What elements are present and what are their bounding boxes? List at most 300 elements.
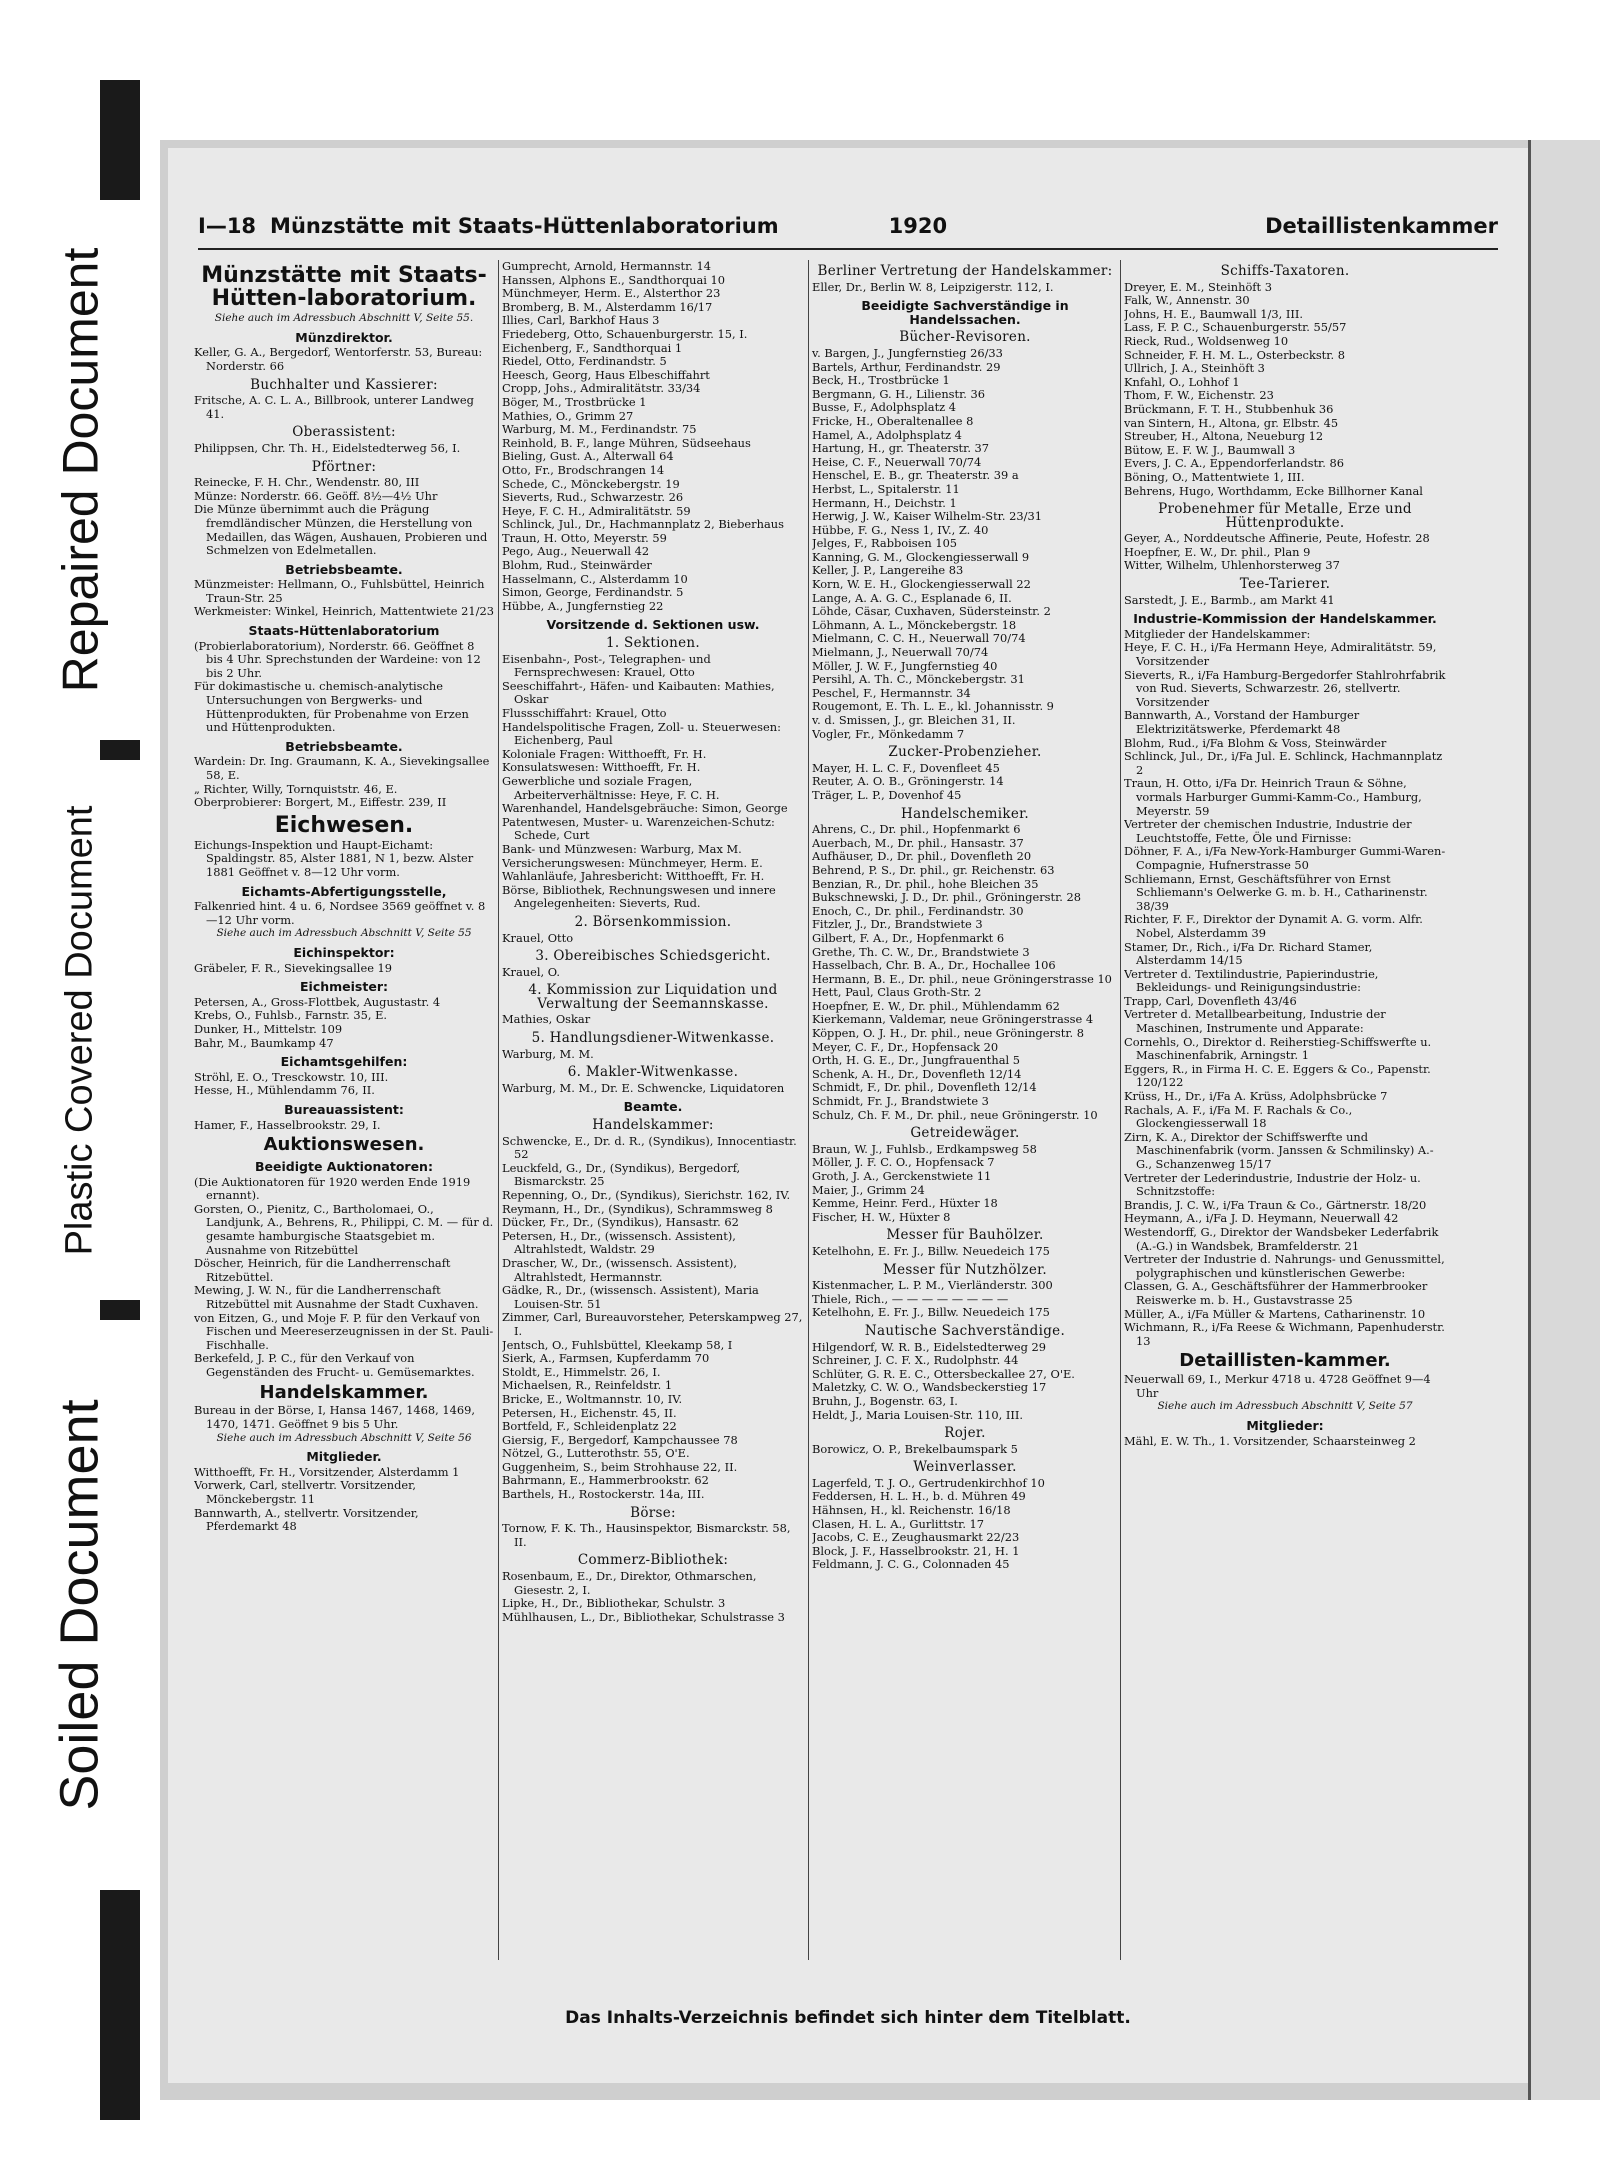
directory-entry: Gilbert, F. A., Dr., Hopfenmarkt 6 [812, 930, 1005, 945]
directory-entry: Gräbeler, F. R., Sievekingsallee 19 [194, 960, 393, 975]
directory-entry: Mathies, Oskar [502, 1012, 591, 1027]
directory-entry: Philippsen, Chr. Th. H., Eidelstedterweg 56, I. [194, 440, 461, 455]
directory-entry: Warburg, M. M. [502, 1046, 594, 1061]
directory-entry: Blohm, Rud., i/Fa Blohm & Voss, Steinwärder [1124, 735, 1387, 750]
subheading: Betriebsbeamte. [285, 561, 403, 577]
directory-entry: Eichenberg, F., Sandthorquai 1 [502, 340, 683, 355]
subheading: 1. Sektionen. [605, 635, 701, 652]
subheading: 2. Börsenkommission. [574, 913, 732, 930]
directory-entry: Lipke, H., Dr., Bibliothekar, Schulstr. 3 [502, 1596, 726, 1611]
directory-entry: Traun, H. Otto, i/Fa Dr. Heinrich Traun & Söhne, vormals Harburger Gummi-Kamm-Co., Hamburg, Meyerstr. 59 [1124, 776, 1422, 818]
subheading: 6. Makler-Witwenkasse. [567, 1064, 739, 1081]
directory-entry: Reuter, A. O. B., Gröningerstr. 14 [812, 774, 1004, 789]
directory-entry: Bortfeld, F., Schleidenplatz 22 [502, 1419, 677, 1434]
directory-entry: Patentwesen, Muster- u. Warenzeichen-Schutz: Schede, Curt [502, 814, 775, 843]
subheading: Bureauassistent: [284, 1101, 404, 1117]
directory-entry: Schede, C., Mönckebergstr. 19 [502, 476, 680, 491]
subheading: Buchhalter und Kassierer: [250, 376, 438, 393]
directory-entry: Heesch, Georg, Haus Elbeschiffahrt [502, 367, 710, 382]
directory-entry: Eisenbahn-, Post-, Telegraphen- und Fernsprechwesen: Krauel, Otto [502, 651, 711, 680]
subheading: Mitglieder: [1246, 1417, 1324, 1433]
directory-entry: Heye, F. C. H., i/Fa Hermann Heye, Admiralitätstr. 59, Vorsitzender [1124, 640, 1437, 669]
directory-entry: Persihl, A. Th. C., Mönckebergstr. 31 [812, 672, 1025, 687]
directory-entry: Böger, M., Trostbrücke 1 [502, 394, 647, 409]
directory-entry: Müller, A., i/Fa Müller & Martens, Catharinenstr. 10 [1124, 1306, 1426, 1321]
directory-entry: Mayer, H. L. C. F., Dovenfleet 45 [812, 760, 1000, 775]
directory-entry: Schwencke, E., Dr. d. R., (Syndikus), Innocentiastr. 52 [502, 1133, 797, 1162]
directory-entry: Jelges, F., Rabboisen 105 [812, 536, 958, 551]
directory-entry: Reinhold, B. F., lange Mühren, Südseehaus [502, 435, 751, 450]
directory-entry: Hamer, F., Hasselbrookstr. 29, I. [194, 1117, 381, 1132]
directory-entry: Beck, H., Trostbrücke 1 [812, 373, 950, 388]
directory-entry: Gumprecht, Arnold, Hermannstr. 14 [502, 260, 712, 273]
directory-entry: Neuerwall 69, I., Merkur 4718 u. 4728 Geöffnet 9—4 Uhr [1124, 1372, 1431, 1400]
directory-entry: Bartels, Arthur, Ferdinandstr. 29 [812, 359, 1001, 374]
directory-entry: Keller, J. P., Langereihe 83 [812, 563, 964, 578]
directory-entry: Schulz, Ch. F. M., Dr. phil., neue Gröningerstr. 10 [812, 1107, 1098, 1122]
directory-entry: Blohm, Rud., Steinwärder [502, 558, 652, 573]
directory-entry: Trapp, Carl, Dovenfleth 43/46 [1124, 993, 1297, 1008]
header-title-left: Münzstätte mit Staats-Hüttenlaboratorium [270, 214, 779, 238]
directory-entry: Hilgendorf, W. R. B., Eidelstedterweg 29 [812, 1339, 1046, 1354]
directory-entry: Knfahl, O., Lohhof 1 [1124, 374, 1240, 389]
directory-entry: Schneider, F. H. M. L., Osterbeckstr. 8 [1124, 347, 1345, 362]
directory-entry: Feddersen, H. L. H., b. d. Mühren 49 [812, 1489, 1026, 1504]
subheading: Eichamtsgehilfen: [280, 1054, 408, 1070]
directory-entry: Benzian, R., Dr. phil., hohe Bleichen 35 [812, 876, 1039, 891]
directory-entry: Hübbe, F. G., Ness 1, IV., Z. 40 [812, 522, 989, 537]
directory-entry: Herbst, L., Spitalerstr. 11 [812, 481, 960, 496]
directory-entry: Oberprobierer: Borgert, M., Eiffestr. 239, II [194, 795, 447, 810]
section-title: Detaillisten-kammer. [1179, 1350, 1391, 1372]
directory-entry: Krüss, H., Dr., i/Fa A. Krüss, Adolphsbrücke 7 [1124, 1089, 1388, 1104]
directory-entry: Witter, Wilhelm, Uhlenhorsterweg 37 [1124, 558, 1340, 573]
directory-entry: Hermann, H., Deichstr. 1 [812, 495, 957, 510]
directory-entry: Behrens, Hugo, Worthdamm, Ecke Billhorner Kanal [1124, 483, 1423, 498]
directory-entry: Kierkemann, Valdemar, neue Gröningerstrasse 4 [812, 1012, 1094, 1027]
directory-entry: Giersig, F., Bergedorf, Kampchaussee 78 [502, 1432, 738, 1447]
directory-entry: Feldmann, J. C. G., Colonnaden 45 [812, 1557, 1010, 1572]
directory-entry: Geyer, A., Norddeutsche Affinerie, Peute, Hofestr. 28 [1124, 531, 1430, 546]
directory-entry: Riedel, Otto, Ferdinandstr. 5 [502, 354, 667, 369]
directory-entry: Nötzel, G., Lutterothstr. 55, O'E. [502, 1446, 690, 1461]
directory-entry: Traun, H. Otto, Meyerstr. 59 [502, 530, 667, 545]
directory-entry: Simon, George, Ferdinandstr. 5 [502, 585, 684, 600]
directory-entry: Korn, W. E. H., Glockengiesserwall 22 [812, 577, 1031, 592]
directory-entry: Schmidt, Fr. J., Brandstwiete 3 [812, 1094, 989, 1109]
directory-entry: Hasselbach, Chr. B. A., Dr., Hochallee 106 [812, 958, 1056, 973]
directory-entry: Richter, F. F., Direktor der Dynamit A. G. vorm. Alfr. Nobel, Alsterdamm 39 [1124, 912, 1423, 940]
directory-entry: Braun, W. J., Fuhlsb., Erdkampsweg 58 [812, 1141, 1037, 1156]
directory-entry: Thom, F. W., Eichenstr. 23 [1124, 388, 1274, 403]
directory-entry: Leuckfeld, G., Dr., (Syndikus), Bergedorf, Bismarckstr. 25 [502, 1160, 741, 1189]
directory-entry: Block, J. F., Hasselbrookstr. 21, H. 1 [812, 1543, 1020, 1558]
subheading: Schiffs-Taxatoren. [1220, 263, 1350, 279]
directory-entry: Peschel, F., Hermannstr. 34 [812, 685, 971, 700]
directory-entry: Schenk, A. H., Dr., Dovenfleth 12/14 [812, 1066, 1022, 1081]
directory-entry: Träger, L. P., Dovenhof 45 [812, 787, 962, 802]
section-title: Auktionswesen. [263, 1134, 425, 1156]
subheading: Weinverlasser. [913, 1459, 1017, 1476]
directory-entry: Seeschiffahrt-, Häfen- und Kaibauten: Mathies, Oskar [502, 678, 775, 707]
directory-entry: Koloniale Fragen: Witthoefft, Fr. H. [502, 746, 707, 761]
directory-entry: Schlinck, Jul., Dr., i/Fa Jul. E. Schlinck, Hachmannplatz 2 [1124, 749, 1443, 777]
subheading: Berliner Vertretung der Handelskammer: [817, 263, 1113, 279]
directory-entry: Hasselmann, C., Alsterdamm 10 [502, 571, 688, 586]
subheading: Commerz-Bibliothek: [577, 1552, 729, 1569]
directory-entry: Mühlhausen, L., Dr., Bibliothekar, Schulstrasse 3 [502, 1609, 785, 1624]
directory-entry: Busse, F., Adolphsplatz 4 [812, 400, 957, 415]
section-title: Münzstätte mit Staats-Hütten-laboratorium. [201, 263, 487, 312]
directory-entry: Börse, Bibliothek, Rechnungswesen und innere Angelegenheiten: Sieverts, Rud. [502, 882, 776, 911]
directory-entry: v. Bargen, J., Jungfernstieg 26/33 [812, 345, 1003, 360]
directory-entry: Gorsten, O., Pienitz, C., Bartholomaei, O., Landjunk, A., Behrens, R., Philippi, C. M. — für d. gesamte hamburgische Staatsgebiet m. Ausnahme von Ritzebüttel [194, 1201, 494, 1257]
directory-entry: Hamel, A., Adolphsplatz 4 [812, 427, 962, 442]
directory-entry: Sieverts, Rud., Schwarzestr. 26 [502, 490, 684, 505]
directory-entry: Wardein: Dr. Ing. Graumann, K. A., Sievekingsallee 58, E. [194, 754, 490, 782]
directory-entry: Mielmann, C. C. H., Neuerwall 70/74 [812, 631, 1026, 646]
directory-entry: Aufhäuser, D., Dr. phil., Dovenfleth 20 [812, 849, 1032, 864]
directory-entry: Ahrens, C., Dr. phil., Hopfenmarkt 6 [812, 822, 1021, 837]
directory-entry: Lass, F. P. C., Schauenburgerstr. 55/57 [1124, 320, 1347, 335]
subheading: 5. Handlungsdiener-Witwenkasse. [531, 1030, 775, 1047]
directory-entry: Schliemann, Ernst, Geschäftsführer von Ernst Schliemann's Oelwerke G. m. b. H., Catharinenstr. 38/39 [1124, 871, 1428, 913]
directory-entry: Johns, H. E., Baumwall 1/3, III. [1124, 306, 1303, 321]
directory-entry: Eggers, R., in Firma H. C. E. Eggers & Co., Papenstr. 120/122 [1124, 1061, 1431, 1090]
directory-entry: Warburg, M. M., Ferdinandstr. 75 [502, 422, 697, 437]
header-year: 1920 [888, 214, 948, 238]
directory-entry: Hesse, H., Mühlendamm 76, II. [194, 1083, 375, 1098]
directory-entry: Clasen, H. L. A., Gurlittstr. 17 [812, 1516, 985, 1531]
directory-entry: Repenning, O., Dr., (Syndikus), Sierichstr. 162, IV. [502, 1188, 791, 1202]
directory-entry: Drascher, W., Dr., (wissensch. Assistent), Altrahlstedt, Hermannstr. [502, 1255, 737, 1284]
directory-entry: Groth, J. A., Gerckenstwiete 11 [812, 1169, 992, 1183]
directory-entry: Heye, F. C. H., Admiralitätstr. 59 [502, 503, 691, 518]
directory-entry: Fritsche, A. C. L. A., Billbrook, unterer Landweg 41. [194, 393, 474, 421]
directory-entry: Möller, J. F. C. O., Hopfensack 7 [812, 1155, 995, 1170]
subheading: Nautische Sachverständige. [864, 1322, 1066, 1339]
directory-entry: Tornow, F. K. Th., Hausinspektor, Bismarckstr. 58, II. [502, 1521, 791, 1549]
document-page [168, 148, 1528, 2083]
directory-entry: (Die Auktionatoren für 1920 werden Ende 1919 ernannt). [194, 1174, 471, 1203]
directory-entry: Barthels, H., Rostockerstr. 14a, III. [502, 1487, 705, 1502]
directory-entry: Cropp, Johs., Admiralitätstr. 33/34 [502, 381, 701, 396]
directory-entry: Hanssen, Alphons E., Sandthorquai 10 [502, 272, 726, 287]
subheading: Oberassistent: [292, 424, 396, 441]
subheading: Vorsitzende d. Sektionen usw. [546, 617, 760, 633]
directory-entry: Maletzky, C. W. O., Wandsbeckerstieg 17 [812, 1380, 1047, 1395]
label-repaired-text: Repaired Document [52, 247, 108, 693]
directory-entry: Rachals, A. F., i/Fa M. F. Rachals & Co., Glockengiesserwall 18 [1124, 1102, 1353, 1131]
directory-entry: Bukschnewski, J. D., Dr. phil., Gröningerstr. 28 [812, 890, 1082, 905]
directory-entry: Vertreter d. Metallbearbeitung, Industrie der Maschinen, Instrumente und Apparate: [1124, 1007, 1386, 1036]
directory-entry: Otto, Fr., Brodschrangen 14 [502, 462, 665, 477]
directory-entry: Hübbe, A., Jungfernstieg 22 [502, 598, 664, 613]
directory-entry: Hoepfner, E. W., Dr. phil., Plan 9 [1124, 544, 1311, 559]
directory-entry: Münzmeister: Hellmann, O., Fuhlsbüttel, Heinrich Traun-Str. 25 [194, 577, 485, 605]
directory-entry: v. d. Smissen, J., gr. Bleichen 31, II. [812, 713, 1016, 727]
header-title-right: Detaillistenkammer [1265, 214, 1498, 238]
page-header [198, 214, 1498, 250]
directory-entry: Ketelhohn, E. Fr. J., Billw. Neuedeich 175 [812, 1243, 1050, 1258]
directory-entry: Krauel, Otto [502, 930, 574, 945]
directory-entry: Ströhl, E. O., Tresckowstr. 10, III. [194, 1069, 389, 1084]
directory-entry: Wahlanläufe, Jahresbericht: Witthoefft, Fr. H. [502, 869, 765, 884]
directory-entry: Döscher, Heinrich, für die Landherrenschaft Ritzebüttel. [194, 1256, 451, 1284]
directory-entry: Gewerbliche und soziale Fragen, Arbeiterverhältnisse: Heye, F. C. H. [502, 773, 720, 802]
directory-entry: Enoch, C., Dr. phil., Ferdinandstr. 30 [812, 903, 1024, 918]
directory-entry: Münze: Norderstr. 66. Geöff. 8½—4½ Uhr [194, 488, 438, 503]
directory-entry: Mitglieder der Handelskammer: [1124, 626, 1311, 641]
subheading: Betriebsbeamte. [285, 738, 403, 754]
directory-entry: Streuber, H., Altona, Neueburg 12 [1124, 429, 1324, 444]
directory-entry: Reinecke, F. H. Chr., Wendenstr. 80, III [194, 475, 420, 490]
directory-entry: Vertreter d. Textilindustrie, Papierindustrie, Bekleidungs- und Reinigungsindustrie: [1124, 966, 1379, 995]
directory-entry: Reymann, H., Dr., (Syndikus), Schrammsweg 8 [502, 1201, 773, 1216]
reference-note: Siehe auch im Adressbuch Abschnitt V, Seite 55 [216, 927, 472, 940]
directory-entry: Westendorff, G., Direktor der Wandsbeker Lederfabrik (A.-G.) in Wandsbek, Bramfelderstr. 21 [1124, 1224, 1439, 1253]
directory-entry: Sarstedt, J. E., Barmb., am Markt 41 [1124, 592, 1335, 607]
directory-entry: Bureau in der Börse, I, Hansa 1467, 1468, 1469, 1470, 1471. Geöffnet 9 bis 5 Uhr. [194, 1403, 475, 1432]
directory-entry: Friedeberg, Otto, Schauenburgerstr. 15, I. [502, 326, 748, 341]
footer-note: Das Inhalts-Verzeichnis befindet sich hinter dem Titelblatt. [565, 2008, 1131, 2028]
directory-entry: Eichungs-Inspektion und Haupt-Eichamt: Spaldingstr. 85, Alster 1881, N 1, bezw. Alster 1881 Geöffnet v. 8—12 Uhr vorm. [194, 837, 474, 880]
directory-entry: Pego, Aug., Neuerwall 42 [502, 544, 650, 559]
subheading: Bücher-Revisoren. [899, 329, 1031, 346]
subheading: Messer für Nutzhölzer. [883, 1261, 1047, 1278]
directory-entry: Bieling, Gust. A., Alterwall 64 [502, 449, 674, 464]
directory-entry: Falkenried hint. 4 u. 6, Nordsee 3569 geöffnet v. 8—12 Uhr vorm. [194, 899, 486, 927]
directory-entry: Bahr, M., Baumkamp 47 [194, 1035, 334, 1050]
directory-entry: Grethe, Th. C. W., Dr., Brandstwiete 3 [812, 944, 1030, 959]
column-3 [812, 260, 1118, 2000]
label-plastic-text: Plastic Covered Document [58, 805, 101, 1255]
directory-entry: Henschel, E. B., gr. Theaterstr. 39 a [812, 468, 1019, 483]
section-title: Handelskammer. [259, 1381, 429, 1403]
directory-entry: Guggenheim, S., beim Strohhause 22, II. [502, 1459, 738, 1474]
directory-entry: Petersen, A., Gross-Flottbek, Augustastr. 4 [194, 994, 441, 1009]
directory-entry: Vertreter der chemischen Industrie, Industrie der Leuchtstoffe, Fette, Öle und Firnisse: [1124, 817, 1412, 845]
directory-entry: Bricke, E., Woltmannstr. 10, IV. [502, 1391, 683, 1406]
label-soiled-text: Soiled Document [50, 1399, 111, 1811]
directory-entry: Cornehls, O., Direktor d. Reiherstieg-Schiffswerfte u. Maschinenfabrik, Arningstr. 1 [1124, 1034, 1432, 1063]
directory-entry: Sierk, A., Farmsen, Kupferdamm 70 [502, 1351, 710, 1366]
subheading: Zucker-Probenzieher. [888, 744, 1042, 761]
directory-entry: Möller, J. W. F., Jungfernstieg 40 [812, 658, 998, 673]
directory-entry: Löhmann, A. L., Mönckebergstr. 18 [812, 617, 1017, 632]
directory-entry: Krebs, O., Fuhlsb., Farnstr. 35, E. [194, 1008, 388, 1023]
directory-entry: Borowicz, O. P., Brekelbaumspark 5 [812, 1441, 1018, 1456]
subheading: Probenehmer für Metalle, Erze und Hüttenprodukte. [1158, 501, 1412, 531]
column-1 [194, 260, 494, 2000]
directory-entry: von Eitzen, G., und Moje F. P. für den Verkauf von Fischen und Meereserzeugnissen in der St. Pauli-Fischhalle. [194, 1310, 494, 1352]
directory-entry: Kistenmacher, L. P. M., Vierländerstr. 300 [812, 1278, 1053, 1293]
directory-entry: Auerbach, M., Dr. phil., Hansastr. 37 [812, 835, 1024, 850]
label-plastic [0, 760, 160, 1300]
column-divider [498, 260, 499, 1960]
directory-entry: Handelspolitische Fragen, Zoll- u. Steuerwesen: Eichenberg, Paul [502, 719, 781, 748]
directory-entry: Bergmann, G. H., Lilienstr. 36 [812, 386, 986, 401]
subheading: Münzdirektor. [295, 329, 393, 345]
directory-entry: Berkefeld, J. P. C., für den Verkauf von Gegenständen des Frucht- u. Gemüsemarktes. [194, 1351, 475, 1379]
directory-entry: Schlinck, Jul., Dr., Hachmannplatz 2, Bieberhaus [502, 517, 784, 532]
directory-entry: Bromberg, B. M., Alsterdamm 16/17 [502, 299, 713, 314]
directory-entry: Petersen, H., Dr., (wissensch. Assistent), Altrahlstedt, Waldstr. 29 [502, 1228, 736, 1257]
directory-entry: Witthoefft, Fr. H., Vorsitzender, Alsterdamm 1 [194, 1464, 460, 1479]
directory-entry: Gädke, R., Dr., (wissensch. Assistent), Maria Louisen-Str. 51 [502, 1283, 759, 1311]
page-number: I—18 [198, 214, 257, 238]
subheading: Handelskammer: [592, 1117, 714, 1134]
directory-entry: Michaelsen, R., Reinfeldstr. 1 [502, 1378, 673, 1393]
directory-entry: Fricke, H., Oberaltenallee 8 [812, 413, 974, 428]
subheading: Mitglieder. [306, 1449, 382, 1465]
directory-entry: Eller, Dr., Berlin W. 8, Leipzigerstr. 112, I. [812, 279, 1054, 294]
subheading: Pförtner: [311, 458, 377, 475]
directory-entry: Bütow, E. F. W. J., Baumwall 3 [1124, 442, 1296, 457]
directory-entry: Jentsch, O., Fuhlsbüttel, Kleekamp 58, I [502, 1337, 733, 1352]
directory-entry: van Sintern, H., Altona, gr. Elbstr. 45 [1124, 415, 1339, 430]
column-divider [808, 260, 809, 1960]
directory-entry: Petersen, H., Eichenstr. 45, II. [502, 1405, 677, 1420]
directory-entry: Rougemont, E. Th. L. E., kl. Johannisstr. 9 [812, 699, 1054, 714]
subheading: Getreidewäger. [910, 1125, 1020, 1142]
directory-entry: Hett, Paul, Claus Groth-Str. 2 [812, 985, 982, 1000]
directory-entry: Lange, A. A. G. C., Esplanade 6, II. [812, 590, 1012, 605]
directory-entry: Warburg, M. M., Dr. E. Schwencke, Liquidatoren [502, 1080, 785, 1095]
directory-entry: Stoldt, E., Himmelstr. 26, I. [502, 1364, 661, 1379]
directory-entry: Lagerfeld, T. J. O., Gertrudenkirchhof 10 [812, 1475, 1045, 1490]
label-repaired [0, 200, 160, 740]
directory-entry: Vorwerk, Carl, stellvertr. Vorsitzender, Mönckebergstr. 11 [194, 1478, 416, 1506]
directory-entry: Löhde, Cäsar, Cuxhaven, Südersteinstr. 2 [812, 604, 1051, 619]
directory-entry: Mewing, J. W. N., für die Landherrenschaft Ritzebüttel mit Ausnahme der Stadt Cuxhaven. [194, 1283, 479, 1311]
directory-entry: Ullrich, J. A., Steinhöft 3 [1124, 361, 1265, 376]
directory-entry: Brückmann, F. T. H., Stubbenhuk 36 [1124, 401, 1334, 416]
directory-entry: Dreyer, E. M., Steinhöft 3 [1124, 279, 1272, 294]
directory-entry: Jacobs, C. E., Zeughausmarkt 22/23 [812, 1530, 1020, 1545]
directory-entry: Die Münze übernimmt auch die Prägung fremdländischer Münzen, die Herstellung von Medaillen, das Wägen, Aushauen, Probieren und Schmelzen von Edelmetallen. [194, 502, 488, 558]
section-title: Eichwesen. [274, 812, 414, 838]
directory-entry: Heise, C. F., Neuerwall 70/74 [812, 454, 982, 469]
directory-entry: Sieverts, R., i/Fa Hamburg-Bergedorfer Stahlrohrfabrik von Rud. Sieverts, Schwarzestr. 26, stellvertr. Vorsitzender [1124, 667, 1446, 709]
directory-entry: Maier, J., Grimm 24 [812, 1182, 925, 1197]
label-soiled [0, 1320, 160, 1890]
directory-entry: Heldt, J., Maria Louisen-Str. 110, III. [812, 1407, 1024, 1422]
directory-entry: Hoepfner, E. W., Dr. phil., Mühlendamm 62 [812, 998, 1060, 1013]
directory-entry: Für dokimastische u. chemisch-analytische Untersuchungen von Bergwerks- und Hüttenprodukten, für Probenahme von Erzen und Hüttenprodukten. [194, 679, 469, 735]
scan-edge-right [1528, 140, 1600, 2100]
directory-entry: (Probierlaboratorium), Norderstr. 66. Geöffnet 8 bis 4 Uhr. Sprechstunden der Wardeine: von 12 bis 2 Uhr. [194, 638, 481, 680]
directory-entry: Rosenbaum, E., Dr., Direktor, Othmarschen, Giesestr. 2, I. [502, 1569, 757, 1597]
directory-entry: Rieck, Rud., Woldsenweg 10 [1124, 333, 1289, 348]
subheading: Beamte. [623, 1099, 683, 1115]
subheading: Handelschemiker. [901, 805, 1029, 822]
directory-entry: Vertreter der Lederindustrie, Industrie der Holz- u. Schnitzstoffe: [1124, 1170, 1421, 1199]
subheading: Börse: [630, 1504, 676, 1521]
directory-entry: Dunker, H., Mittelstr. 109 [194, 1022, 343, 1036]
directory-entry: Dücker, Fr., Dr., (Syndikus), Hansastr. 62 [502, 1215, 739, 1230]
subheading: Beeidigte Auktionatoren: [255, 1159, 433, 1175]
directory-entry: „ Richter, Willy, Tornquiststr. 46, E. [194, 781, 398, 796]
directory-entry: Hähnsen, H., kl. Reichenstr. 16/18 [812, 1503, 1011, 1518]
subheading: Beeidigte Sachverständige in Handelssachen. [861, 298, 1069, 327]
directory-entry: Falk, W., Annenstr. 30 [1124, 293, 1250, 308]
directory-entry: Ketelhohn, E. Fr. J., Billw. Neuedeich 175 [812, 1305, 1050, 1320]
directory-entry: Schlüter, G. R. E. C., Ottersbeckallee 27, O'E. [812, 1366, 1075, 1381]
directory-entry: Vogler, Fr., Mönkedamm 7 [812, 726, 965, 741]
directory-entry: Evers, J. C. A., Eppendorferlandstr. 86 [1124, 456, 1344, 471]
reference-note: Siehe auch im Adressbuch Abschnitt V, Seite 57 [1157, 1400, 1413, 1413]
directory-entry: Mähl, E. W. Th., 1. Vorsitzender, Schaarsteinweg 2 [1124, 1433, 1416, 1448]
directory-entry: Zimmer, Carl, Bureauvorsteher, Peterskampweg 27, I. [502, 1310, 803, 1338]
directory-entry: Bank- und Münzwesen: Warburg, Max M. [502, 841, 742, 856]
directory-entry: Böning, O., Mattentwiete 1, III. [1124, 469, 1305, 484]
directory-entry: Brandis, J. C. W., i/Fa Traun & Co., Gärtnerstr. 18/20 [1124, 1197, 1427, 1212]
directory-entry: Werkmeister: Winkel, Heinrich, Mattentwiete 21/23 [194, 604, 494, 619]
directory-entry: Illies, Carl, Barkhof Haus 3 [502, 313, 660, 328]
directory-entry: Bannwarth, A., Vorstand der Hamburger Elektrizitätswerke, Pferdemarkt 48 [1124, 708, 1360, 736]
directory-entry: Fischer, H. W., Hüxter 8 [812, 1209, 951, 1224]
directory-entry: Köppen, O. J. H., Dr. phil., neue Gröningerstr. 8 [812, 1026, 1085, 1041]
reference-note: Siehe auch im Adressbuch Abschnitt V, Seite 55. [214, 312, 474, 325]
directory-entry: Kanning, G. M., Glockengiesserwall 9 [812, 549, 1030, 564]
directory-entry: Flussschiffahrt: Krauel, Otto [502, 706, 667, 720]
directory-entry: Heymann, A., i/Fa J. D. Heymann, Neuerwall 42 [1124, 1211, 1399, 1226]
directory-entry: Fitzler, J., Dr., Brandstwiete 3 [812, 917, 983, 932]
directory-entry: Wichmann, R., i/Fa Reese & Wichmann, Papenhuderstr. 13 [1124, 1320, 1445, 1348]
directory-entry: Bannwarth, A., stellvertr. Vorsitzender, Pferdemarkt 48 [194, 1505, 419, 1534]
directory-entry: Münchmeyer, Herm. E., Alsterthor 23 [502, 286, 721, 301]
directory-entry: Zirn, K. A., Direktor der Schiffswerfte und Maschinenfabrik (vorm. Janssen & Schmilinsky) A.-G., Schanzenweg 15/17 [1124, 1129, 1434, 1171]
column-4 [1124, 260, 1446, 2000]
directory-entry: Herwig, J. W., Kaiser Wilhelm-Str. 23/31 [812, 509, 1042, 524]
column-2 [502, 260, 804, 2000]
directory-entry: Meyer, C. F., Dr., Hopfensack 20 [812, 1039, 999, 1054]
directory-entry: Konsulatswesen: Witthoefft, Fr. H. [502, 760, 701, 775]
directory-entry: Keller, G. A., Bergedorf, Wentorferstr. 53, Bureau: Norderstr. 66 [194, 345, 483, 373]
subheading: Eichmeister: [300, 979, 388, 995]
reference-note: Siehe auch im Adressbuch Abschnitt V, Seite 56 [216, 1431, 472, 1444]
directory-entry: Versicherungswesen: Münchmeyer, Herm. E. [502, 855, 763, 870]
directory-entry: Stamer, Dr., Rich., i/Fa Dr. Richard Stamer, Alsterdamm 14/15 [1124, 939, 1373, 968]
directory-entry: Hermann, B. E., Dr. phil., neue Gröningerstrasse 10 [812, 971, 1112, 986]
subheading: Eichinspektor: [293, 945, 395, 961]
subheading: Eichamts-Abfertigungsstelle, [241, 883, 447, 899]
subheading: Staats-Hüttenlaboratorium [248, 623, 440, 639]
directory-entry: Bahrmann, E., Hammerbrookstr. 62 [502, 1473, 709, 1488]
directory-entry: Behrend, P. S., Dr. phil., gr. Reichenstr. 63 [812, 862, 1055, 877]
directory-entry: Schreiner, J. C. F. X., Rudolphstr. 44 [812, 1353, 1019, 1368]
directory-entry: Thiele, Rich., — — — — — — — — [812, 1291, 1009, 1306]
subheading: Rojer. [944, 1425, 986, 1442]
subheading: 3. Obereibisches Schiedsgericht. [535, 948, 771, 965]
directory-entry: Döhner, F. A., i/Fa New-York-Hamburger Gummi-Waren-Compagnie, Hufnerstrasse 50 [1124, 844, 1446, 872]
directory-entry: Mielmann, J., Neuerwall 70/74 [812, 645, 989, 660]
subheading: Messer für Bauhölzer. [886, 1227, 1044, 1244]
directory-entry: Schmidt, F., Dr. phil., Dovenfleth 12/14 [812, 1080, 1037, 1095]
subheading: 4. Kommission zur Liquidation und Verwaltung der Seemannskasse. [528, 982, 778, 1012]
subheading: Industrie-Kommission der Handelskammer. [1133, 611, 1437, 627]
directory-entry: Bruhn, J., Bogenstr. 63, I. [812, 1393, 958, 1408]
directory-entry: Hartung, H., gr. Theaterstr. 37 [812, 441, 990, 456]
directory-entry: Kemme, Heinr. Ferd., Hüxter 18 [812, 1196, 998, 1211]
column-divider [1120, 260, 1121, 1960]
directory-entry: Orth, H. G. E., Dr., Jungfrauenthal 5 [812, 1053, 1021, 1068]
directory-entry: Vertreter der Industrie d. Nahrungs- und Genussmittel, polygraphischen und künstlerischen Gewerbe: [1124, 1252, 1445, 1280]
directory-entry: Warenhandel, Handelsgebräuche: Simon, George [502, 801, 788, 816]
subheading: Tee-Tarierer. [1239, 576, 1331, 593]
directory-entry: Classen, G. A., Geschäftsführer der Hammerbrooker Reiswerke m. b. H., Gustavstrasse 25 [1124, 1279, 1428, 1307]
